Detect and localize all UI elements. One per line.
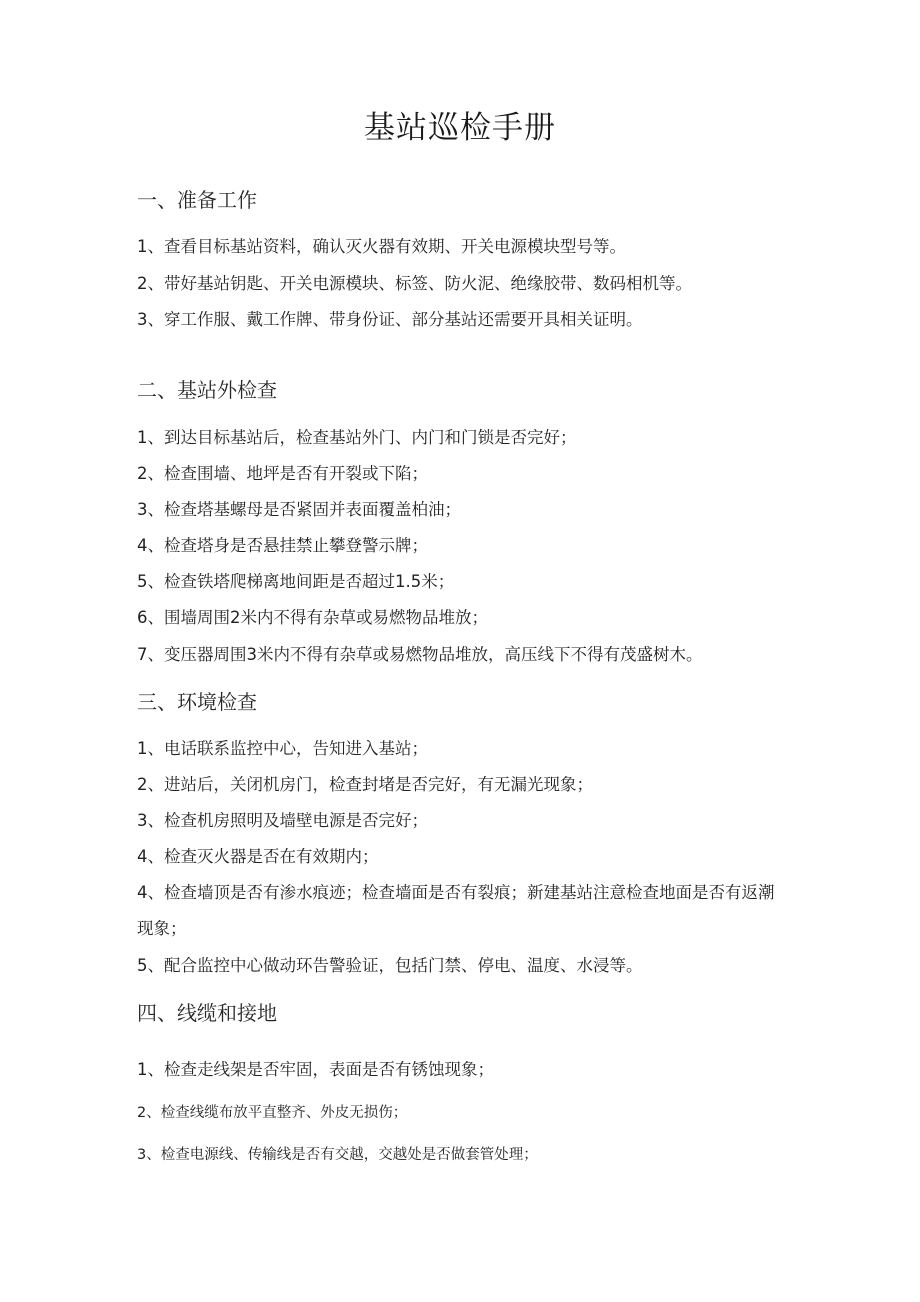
list-item: 3、检查机房照明及墙壁电源是否完好； xyxy=(137,811,428,830)
list-item: 2、带好基站钥匙、开关电源模块、标签、防火泥、绝缘胶带、数码相机等。 xyxy=(137,274,692,293)
list-item: 4、检查灭火器是否在有效期内； xyxy=(137,847,379,866)
list-item: 4、检查墙顶是否有渗水痕迹；检查墙面是否有裂痕；新建基站注意检查地面是否有返潮现象； xyxy=(137,883,775,938)
section-heading-preparation: 一、准备工作 xyxy=(137,188,257,212)
list-item: 2、检查围墙、地坪是否有开裂或下陷； xyxy=(137,464,428,483)
list-item: 2、检查线缆布放平直整齐、外皮无损伤； xyxy=(137,1105,408,1121)
list-item: 1、电话联系监控中心，告知进入基站； xyxy=(137,739,428,758)
list-item: 1、检查走线架是否牢固，表面是否有锈蚀现象； xyxy=(137,1060,494,1079)
section-heading-exterior-check: 二、基站外检查 xyxy=(137,378,277,402)
list-item: 1、到达目标基站后，检查基站外门、内门和门锁是否完好； xyxy=(137,428,577,447)
list-item: 7、变压器周围3米内不得有杂草或易燃物品堆放，高压线下不得有茂盛树木。 xyxy=(137,645,703,664)
section-heading-environment-check: 三、环境检查 xyxy=(137,690,257,714)
section-heading-cables-grounding: 四、线缆和接地 xyxy=(137,1001,277,1025)
document-title: 基站巡检手册 xyxy=(364,110,556,146)
list-item: 5、检查铁塔爬梯离地间距是否超过1.5米； xyxy=(137,572,455,591)
list-item: 4、检查塔身是否悬挂禁止攀登警示牌； xyxy=(137,536,428,555)
list-item: 3、穿工作服、戴工作牌、带身份证、部分基站还需要开具相关证明。 xyxy=(137,310,643,329)
list-item: 3、检查电源线、传输线是否有交越，交越处是否做套管处理； xyxy=(137,1147,538,1163)
list-item: 1、查看目标基站资料，确认灭火器有效期、开关电源模块型号等。 xyxy=(137,237,626,256)
list-item: 6、围墙周围2米内不得有杂草或易燃物品堆放； xyxy=(137,608,488,627)
list-item: 3、检查塔基螺母是否紧固并表面覆盖柏油； xyxy=(137,500,461,519)
list-item: 2、进站后，关闭机房门，检查封堵是否完好，有无漏光现象； xyxy=(137,775,593,794)
list-item: 5、配合监控中心做动环告警验证，包括门禁、停电、温度、水浸等。 xyxy=(137,956,643,975)
